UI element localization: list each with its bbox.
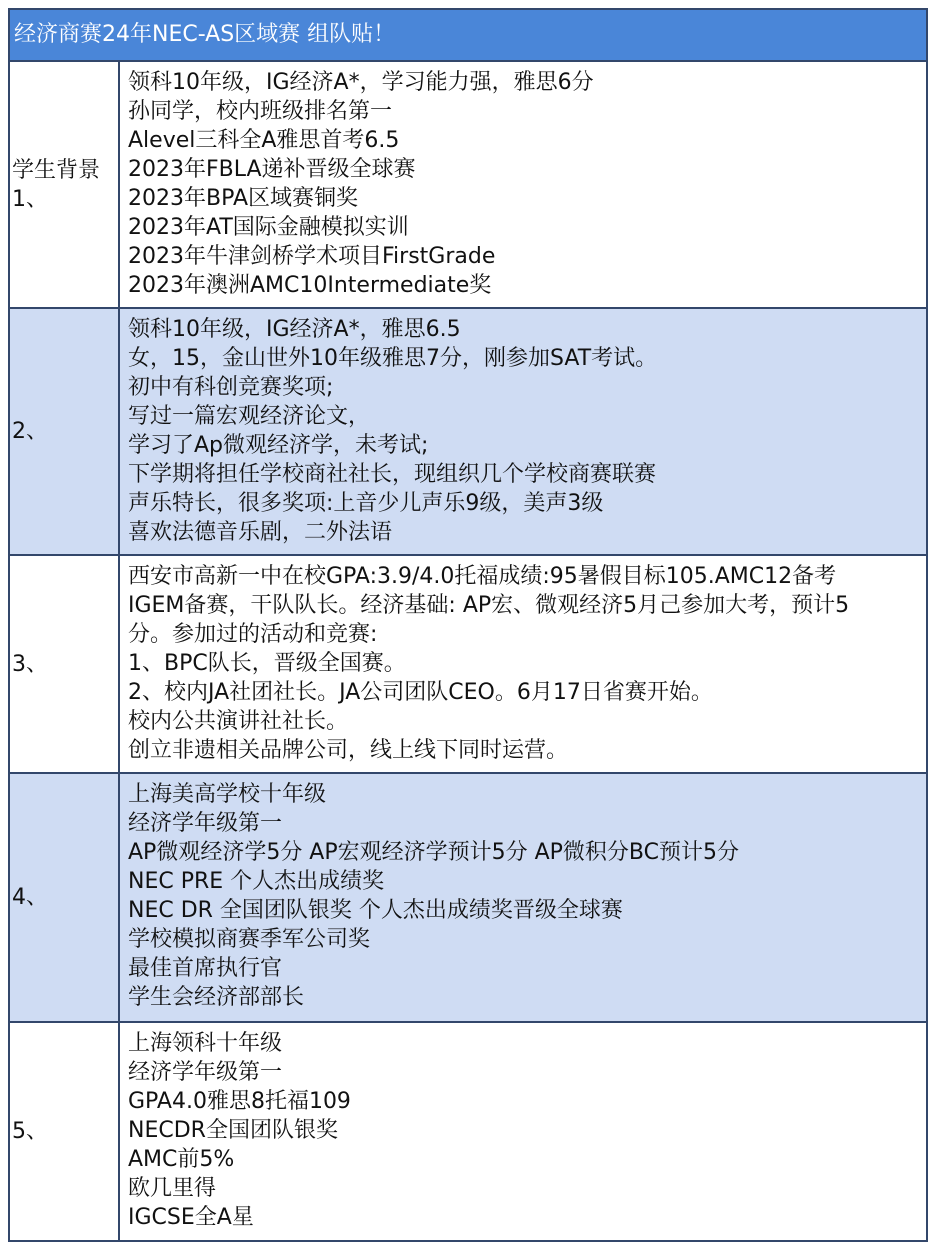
content-line: NEC PRE 个人杰出成绩奖: [128, 869, 385, 894]
content-line: 西安市高新一中在校GPA:3.9/4.0托福成绩:95暑假目标105.AMC12备考: [128, 564, 837, 589]
content-line: 学生会经济部部长: [128, 985, 305, 1010]
content-line: 2、校内JA社团社长。JA公司团队CEO。6月17日省赛开始。: [128, 680, 713, 705]
content-line: AMC前5%: [128, 1147, 235, 1172]
content-line: 上海领科十年级: [128, 1031, 283, 1056]
content-line: 2023年AT国际金融模拟实训: [128, 215, 409, 240]
content-line: 2023年FBLA递补晋级全球赛: [128, 157, 416, 182]
student-row-2: [10, 309, 926, 556]
content-line: 欧几里得: [128, 1176, 217, 1201]
row-content-cell: [120, 774, 926, 1021]
row-content-cell: [120, 556, 926, 772]
student-row-4: [10, 774, 926, 1023]
content-line: AP微观经济学5分 AP宏观经济学预计5分 AP微积分BC预计5分: [128, 840, 739, 865]
content-line: 喜欢法德音乐剧，二外法语: [128, 520, 393, 545]
row-label-cell: [10, 309, 120, 554]
student-row-5: [10, 1023, 926, 1240]
row-number: 5、: [12, 1119, 48, 1144]
content-line: 女，15，金山世外10年级雅思7分，刚参加SAT考试。: [128, 346, 658, 371]
content-line: 经济学年级第一: [128, 811, 283, 836]
row-label-cell: [10, 1023, 120, 1240]
row-label-cell: [10, 556, 120, 772]
content-line: 下学期将担任学校商社社长，现组织几个学校商赛联赛: [128, 462, 657, 487]
content-line: 经济学年级第一: [128, 1060, 283, 1085]
content-line: GPA4.0雅思8托福109: [128, 1089, 351, 1114]
content-line: 2023年牛津剑桥学术项目FirstGrade: [128, 244, 496, 269]
row-content-cell: [120, 62, 926, 307]
content-line: 2023年澳洲AMC10Intermediate奖: [128, 273, 492, 298]
content-line: 领科10年级，IG经济A*，学习能力强，雅思6分: [128, 70, 594, 95]
content-line: 上海美高学校十年级: [128, 782, 327, 807]
content-line: 孙同学，校内班级排名第一: [128, 99, 393, 124]
row-number: 3、: [12, 651, 48, 677]
content-line: 2023年BPA区域赛铜奖: [128, 186, 358, 211]
content-line: 最佳首席执行官: [128, 956, 283, 981]
content-line: IGEM备赛，干队队长。经济基础: AP宏、微观经济5月己参加大考，预计5: [128, 593, 850, 618]
content-line: 分。参加过的活动和竞赛:: [128, 622, 378, 647]
row-number: 1、: [12, 186, 48, 212]
content-line: 创立非遗相关品牌公司，线上线下同时运营。: [128, 738, 569, 763]
content-line: NEC DR 全国团队银奖 个人杰出成绩奖晋级全球赛: [128, 898, 623, 923]
row-content-cell: [120, 1023, 926, 1240]
content-line: IGCSE全A星: [128, 1205, 254, 1230]
content-line: 初中有科创竞赛奖项;: [128, 375, 334, 400]
row-content-cell: [120, 309, 926, 554]
student-row-3: [10, 556, 926, 774]
row-number: 4、: [12, 885, 48, 910]
content-line: 学校模拟商赛季军公司奖: [128, 927, 371, 952]
content-line: Alevel三科全A雅思首考6.5: [128, 128, 400, 153]
content-line: 写过一篇宏观经济论文，: [128, 404, 371, 429]
content-line: 校内公共演讲社社长。: [128, 709, 349, 734]
header-bar: [10, 10, 926, 62]
row-label-cell: [10, 774, 120, 1021]
content-line: 领科10年级，IG经济A*，雅思6.5: [128, 317, 461, 342]
student-row-1: [10, 62, 926, 309]
content-line: 学习了Ap微观经济学，未考试;: [128, 433, 429, 458]
content-line: 声乐特长，很多奖项:上音少儿声乐9级，美声3级: [128, 491, 604, 516]
row-label: 学生背景: [12, 157, 101, 183]
team-post-table: [8, 8, 928, 1242]
content-line: NECDR全国团队银奖: [128, 1118, 338, 1143]
row-label-cell: [10, 62, 120, 307]
row-number: 2、: [12, 419, 48, 444]
content-line: 1、BPC队长，晋级全国赛。: [128, 651, 406, 676]
page-title: 经济商赛24年NEC-AS区域赛 组队贴！: [14, 22, 396, 47]
